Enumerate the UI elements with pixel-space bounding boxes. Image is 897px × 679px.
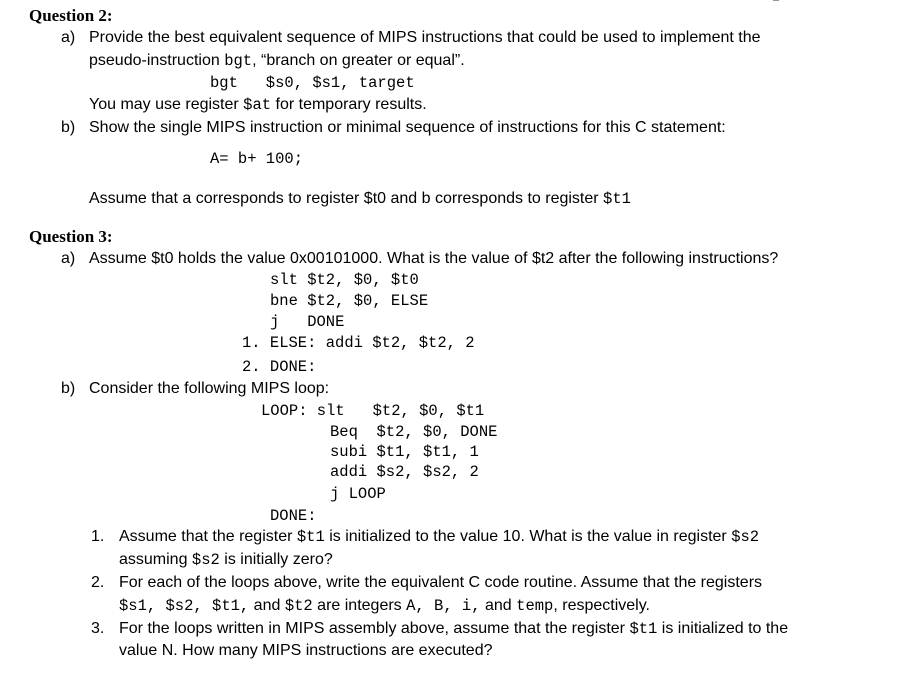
question-3-heading: Question 3: [29, 227, 113, 246]
q3a-code-line: j DONE [270, 313, 345, 331]
inline-code: $t1 [603, 190, 631, 208]
item-1-line2: assuming $s2 is initially zero? [119, 551, 333, 569]
inline-code: $t1 [296, 528, 325, 546]
q3a-code-line: slt $t2, $0, $t0 [270, 271, 419, 289]
item-3-line2: value N. How many MIPS instructions are executed? [119, 642, 493, 659]
q3a-code-line: bne $t2, $0, ELSE [270, 292, 429, 310]
inline-code: $at [243, 96, 272, 114]
q3a-code-line: 1. ELSE: addi $t2, $t2, 2 [242, 334, 475, 352]
q3b-label: b) [61, 380, 76, 397]
loop-code-line: LOOP: slt $t2, $0, $t1 [261, 402, 485, 420]
q3a-code-line: 2. DONE: [242, 358, 317, 376]
q3b-text: Consider the following MIPS loop: [89, 380, 330, 397]
q2b-text: Show the single MIPS instruction or minimal sequence of instructions for this C statement: [89, 119, 726, 136]
q3a-label: a) [61, 250, 76, 267]
q2a-line2: pseudo-instruction bgt, “branch on greater or equal”. [89, 52, 465, 70]
loop-code-line: DONE: [270, 507, 317, 525]
page-edge-mark [773, 0, 779, 1]
inline-code: bgt [224, 52, 253, 70]
inline-code: temp [516, 597, 554, 615]
q2a-line1: Provide the best equivalent sequence of MIPS instructions that could be used to implement the [89, 29, 761, 46]
q2a-note: You may use register $at for temporary results. [89, 96, 427, 114]
loop-code-line: addi $s2, $s2, 2 [330, 463, 479, 481]
item-2-line1: For each of the loops above, write the equivalent C code routine. Assume that the registers [119, 574, 763, 591]
inline-code: $t2 [284, 597, 313, 615]
inline-code: $t1 [629, 620, 658, 638]
q3a-text: Assume $t0 holds the value 0x00101000. What is the value of $t2 after the following instructions? [89, 250, 779, 267]
inline-code: $s2 [731, 528, 760, 546]
inline-code: $s2 [191, 551, 220, 569]
q2b-code: A= b+ 100; [210, 150, 304, 168]
q2b-label: b) [61, 119, 76, 136]
item-1-line1: Assume that the register $t1 is initialized to the value 10. What is the value in register $s2 [119, 528, 760, 546]
q2a-label: a) [61, 29, 76, 46]
loop-code-line: subi $t1, $t1, 1 [330, 443, 479, 461]
loop-code-line: j LOOP [330, 485, 386, 503]
question-2-heading: Question 2: [29, 6, 113, 25]
item-number: 3. [91, 620, 105, 637]
inline-code: A, B, i, [406, 597, 481, 615]
loop-code-line: Beq $t2, $0, DONE [330, 423, 498, 441]
q2a-code: bgt $s0, $s1, target [210, 74, 415, 92]
item-number: 2. [91, 574, 105, 591]
item-2-line2: $s1, $s2, $t1, and $t2 are integers A, B, i, and temp, respectively. [119, 597, 650, 615]
item-3-line1: For the loops written in MIPS assembly above, assume that the register $t1 is initialized to the [119, 620, 789, 638]
q2b-assume: Assume that a corresponds to register $t0 and b corresponds to register $t1 [89, 190, 631, 208]
item-number: 1. [91, 528, 105, 545]
inline-code: $s1, $s2, $t1, [119, 597, 250, 615]
